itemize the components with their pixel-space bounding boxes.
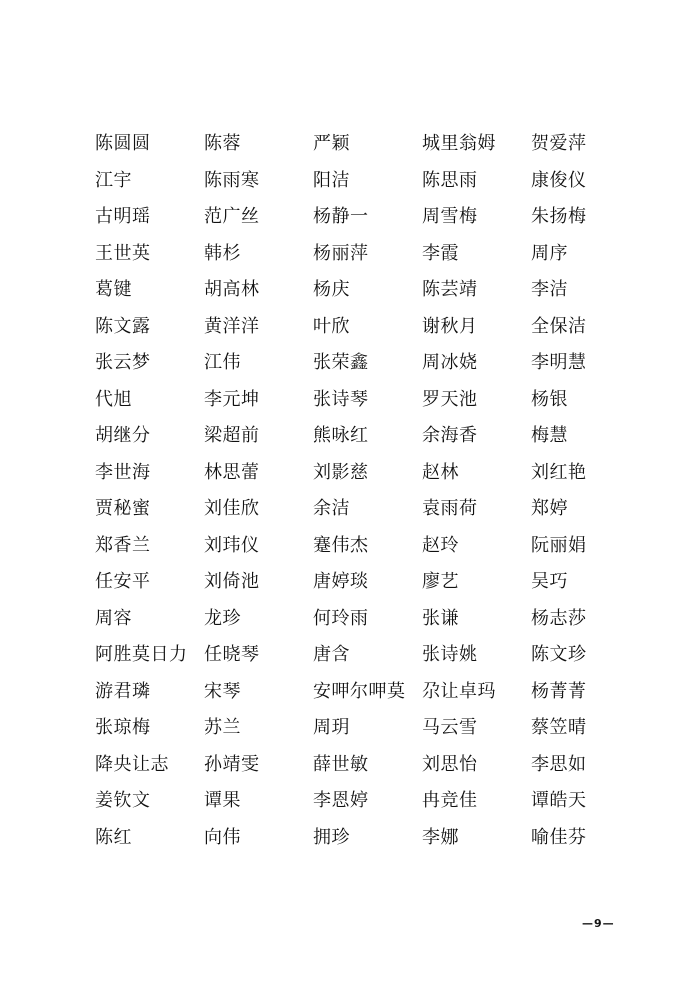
name-entry: 陈雨寒 <box>204 169 260 191</box>
name-entry: 李娜 <box>422 826 459 848</box>
name-entry: 陈文露 <box>95 315 151 337</box>
name-entry: 向伟 <box>204 826 241 848</box>
name-entry: 阿胜莫日力 <box>95 644 188 666</box>
name-entry: 陈芸靖 <box>422 279 478 301</box>
name-entry: 张谦 <box>422 607 459 629</box>
name-row <box>95 309 655 346</box>
name-entry: 拥珍 <box>313 826 350 848</box>
name-entry: 杨志莎 <box>531 607 587 629</box>
name-entry: 余海香 <box>422 425 478 447</box>
name-entry: 周冰娆 <box>422 352 478 374</box>
name-row <box>95 345 655 382</box>
name-row <box>95 783 655 820</box>
name-entry: 李霞 <box>422 242 459 264</box>
name-entry: 周雪梅 <box>422 206 478 228</box>
name-row <box>95 637 655 674</box>
name-entry: 全保洁 <box>531 315 587 337</box>
name-row <box>95 674 655 711</box>
name-entry: 郑婷 <box>531 498 568 520</box>
name-entry: 陈思雨 <box>422 169 478 191</box>
name-entry: 葛键 <box>95 279 132 301</box>
name-entry: 薛世敏 <box>313 753 369 775</box>
name-entry: 代旭 <box>95 388 132 410</box>
name-entry: 江伟 <box>204 352 241 374</box>
name-entry: 吴巧 <box>531 571 568 593</box>
name-entry: 陈圆圆 <box>95 133 151 155</box>
name-entry: 蔡笠晴 <box>531 717 587 739</box>
name-entry: 胡高林 <box>204 279 260 301</box>
name-entry: 叶欣 <box>313 315 350 337</box>
name-entry: 李洁 <box>531 279 568 301</box>
name-entry: 刘倚池 <box>204 571 260 593</box>
name-row <box>95 747 655 784</box>
name-entry: 廖艺 <box>422 571 459 593</box>
name-entry: 刘红艳 <box>531 461 587 483</box>
name-entry: 杨丽萍 <box>313 242 369 264</box>
name-entry: 李世海 <box>95 461 151 483</box>
name-row <box>95 418 655 455</box>
name-entry: 郑香兰 <box>95 534 151 556</box>
name-entry: 古明瑶 <box>95 206 151 228</box>
name-entry: 喻佳芬 <box>531 826 587 848</box>
name-row <box>95 272 655 309</box>
name-entry: 苏兰 <box>204 717 241 739</box>
page-number: —9— <box>582 917 615 930</box>
name-row <box>95 601 655 638</box>
name-entry: 唐婷琰 <box>313 571 369 593</box>
name-entry: 阳洁 <box>313 169 350 191</box>
name-entry: 何玲雨 <box>313 607 369 629</box>
name-entry: 周序 <box>531 242 568 264</box>
name-entry: 刘玮仪 <box>204 534 260 556</box>
name-entry: 龙珍 <box>204 607 241 629</box>
name-row <box>95 382 655 419</box>
name-entry: 林思蕾 <box>204 461 260 483</box>
name-entry: 张琼梅 <box>95 717 151 739</box>
name-entry: 范广丝 <box>204 206 260 228</box>
name-entry: 熊咏红 <box>313 425 369 447</box>
name-entry: 唐含 <box>313 644 350 666</box>
name-entry: 江宇 <box>95 169 132 191</box>
name-entry: 贾秘蜜 <box>95 498 151 520</box>
name-entry: 刘影慈 <box>313 461 369 483</box>
name-entry: 张荣鑫 <box>313 352 369 374</box>
name-entry: 贺爱萍 <box>531 133 587 155</box>
name-entry: 刘思怡 <box>422 753 478 775</box>
name-entry: 梁超前 <box>204 425 260 447</box>
name-entry: 李恩婷 <box>313 790 369 812</box>
name-entry: 胡继分 <box>95 425 151 447</box>
name-entry: 谭皓天 <box>531 790 587 812</box>
name-entry: 康俊仪 <box>531 169 587 191</box>
name-entry: 任晓琴 <box>204 644 260 666</box>
name-entry: 杨庆 <box>313 279 350 301</box>
name-entry: 周容 <box>95 607 132 629</box>
name-entry: 朱扬梅 <box>531 206 587 228</box>
name-entry: 陈蓉 <box>204 133 241 155</box>
name-entry: 李思如 <box>531 753 587 775</box>
name-entry: 周玥 <box>313 717 350 739</box>
name-entry: 阮丽娟 <box>531 534 587 556</box>
name-row <box>95 236 655 273</box>
name-entry: 赵玲 <box>422 534 459 556</box>
name-row <box>95 455 655 492</box>
name-entry: 杨静一 <box>313 206 369 228</box>
name-entry: 袁雨荷 <box>422 498 478 520</box>
name-entry: 赵林 <box>422 461 459 483</box>
name-entry: 罗天池 <box>422 388 478 410</box>
name-entry: 张云梦 <box>95 352 151 374</box>
name-entry: 梅慧 <box>531 425 568 447</box>
name-row <box>95 820 655 857</box>
name-entry: 李明慧 <box>531 352 587 374</box>
name-row <box>95 199 655 236</box>
name-entry: 杨银 <box>531 388 568 410</box>
name-row <box>95 564 655 601</box>
name-entry: 李元坤 <box>204 388 260 410</box>
name-entry: 任安平 <box>95 571 151 593</box>
name-entry: 谭果 <box>204 790 241 812</box>
name-entry: 蹇伟杰 <box>313 534 369 556</box>
name-entry: 城里翁姆 <box>422 133 496 155</box>
name-entry: 尕让卓玛 <box>422 680 496 702</box>
name-entry: 谢秋月 <box>422 315 478 337</box>
name-row <box>95 710 655 747</box>
name-entry: 马云雪 <box>422 717 478 739</box>
name-row <box>95 163 655 200</box>
name-row <box>95 126 655 163</box>
name-entry: 冉竞佳 <box>422 790 478 812</box>
name-row <box>95 491 655 528</box>
name-entry: 张诗姚 <box>422 644 478 666</box>
name-entry: 刘佳欣 <box>204 498 260 520</box>
name-row <box>95 528 655 565</box>
name-entry: 姜钦文 <box>95 790 151 812</box>
name-entry: 余洁 <box>313 498 350 520</box>
name-entry: 陈文珍 <box>531 644 587 666</box>
name-entry: 游君璘 <box>95 680 151 702</box>
name-list <box>95 126 655 856</box>
name-entry: 降央让志 <box>95 753 169 775</box>
name-entry: 严颖 <box>313 133 350 155</box>
name-entry: 陈红 <box>95 826 132 848</box>
name-entry: 黄洋洋 <box>204 315 260 337</box>
name-entry: 韩杉 <box>204 242 241 264</box>
name-entry: 王世英 <box>95 242 151 264</box>
name-entry: 张诗琴 <box>313 388 369 410</box>
name-entry: 杨菁菁 <box>531 680 587 702</box>
name-entry: 宋琴 <box>204 680 241 702</box>
name-entry: 安呷尔呷莫 <box>313 680 406 702</box>
name-entry: 孙靖雯 <box>204 753 260 775</box>
